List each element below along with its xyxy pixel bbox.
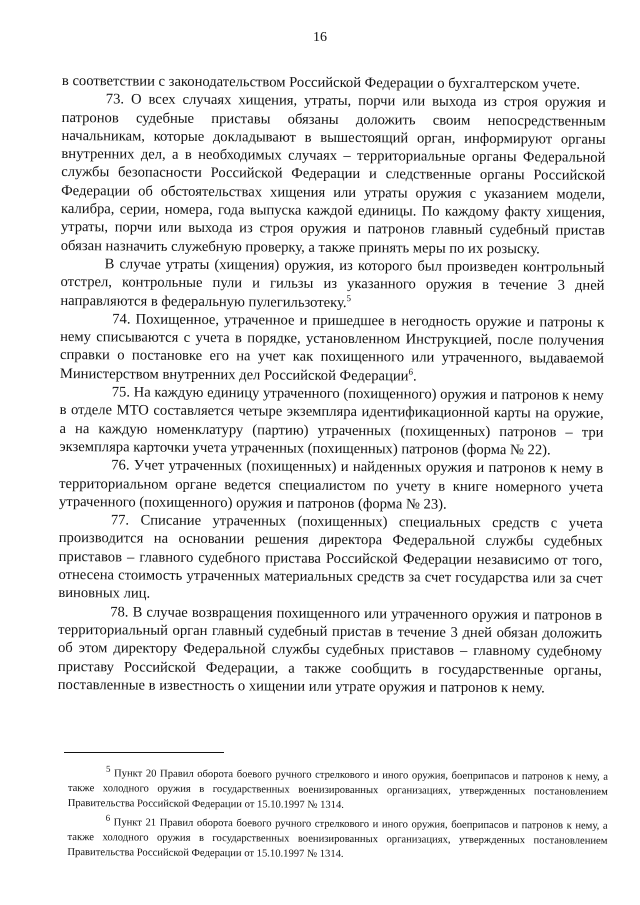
footnote-mark-5: 5 (105, 763, 111, 774)
page-number: 16 (313, 30, 327, 45)
footnote-divider (64, 752, 224, 753)
footnotes (67, 763, 608, 867)
body-text (58, 72, 606, 698)
paragraph-73-loss-text: В случае утраты (хищения) оружия, из которого был произведен контрольный отстрел, контрольные пули и гильзы из указанного оружия в течение 3 дней направляются в федеральную пулегильзотеку. (60, 256, 605, 311)
paragraph-76: 76. Учет утраченных (похищенных) и найденных оружия и патронов к нему в территориальном органе ведется специалистом по учету в книге номерного учета утраченного (похищенного) оружия и патронов (форма № 23). (58, 457, 604, 513)
footnote-mark-6: 6 (105, 812, 111, 823)
paragraph-78: 78. В случае возвращения похищенного или утраченного оружия и патронов в территориальный орган главный судебный пристав в течение 3 дней обязан доложить об этом директору Федеральной службы судебных приставов – главному судебному приставу Российской Федерации, а также сообщить в государственные органы, поставленные в известность о хищении или утрате оружия и патронов к нему. (57, 603, 603, 697)
footnote-6 (67, 812, 608, 864)
paragraph-74 (60, 310, 604, 387)
footnote-ref-5: 5 (346, 292, 352, 303)
paragraph-74-end: . (412, 368, 417, 385)
paragraph-73-loss (60, 255, 604, 314)
paragraph-77: 77. Списание утраченных (похищенных) специальных средств с учета производится на основании решения директора Федеральной службы судебных приставов – главного судебного пристава Российской Федерации независимо от того, отнесена стоимость утраченных материальных средств за счет государства или за счет виновных лиц. (58, 512, 603, 602)
footnote-ref-6: 6 (408, 366, 414, 377)
paragraph-74-text: 74. Похищенное, утраченное и пришедшее в негодность оружие и патроны к нему списываются с учета в порядке, установленном Инструкцией, после получения справки о постановке его на учет как похищенного или утраченного, выдаваемой Министерством внутренних дел Российской Федерации (59, 311, 605, 385)
footnote-6-text: Пункт 21 Правил оборота боевого ручного стрелкового и иного оружия, боеприпасов и патронов к нему, а также холодного оружия в государственных военизированных организациях, утвержденных постановлением Правительства Российской Федерации от 15.10.1997 № 1314. (67, 816, 608, 860)
paragraph-continuation: в соответствии с законодательством Российской Федерации о бухгалтерском учете. (61, 72, 581, 93)
paragraph-73: 73. О всех случаях хищения, утраты, порчи или выхода из строя оружия и патронов судебные приставы обязаны доложить своим непосредственным начальникам, которые докладывают в вышестоящий орган, информируют органы внутренних дел, а в необходимых случаях – территориальные органы Федеральной службы безопасности Российской Федерации и следственные органы Российской Федерации об обстоятельствах хищения или утраты оружия с указанием модели, калибра, серии, номера, года выпуска каждой единицы. По каждому факту хищения, утраты, порчи или выхода из строя оружия и патронов главный судебный пристав обязан назначить служебную проверку, а также принять меры по их розыску. (60, 91, 606, 258)
footnote-5 (67, 763, 608, 815)
paragraph-75: 75. На каждую единицу утраченного (похищенного) оружия и патронов к нему в отделе МТО составляется четыре экземпляра идентификационной карты на оружие, а на каждую номенклатуру (партию) утраченных (похищенных) патронов – три экземпляра карточки учета утраченных (похищенных) патронов (форма № 22). (59, 384, 604, 459)
footnote-5-text: Пункт 20 Правил оборота боевого ручного стрелкового и иного оружия, боеприпасов и патронов к нему, а также холодного оружия в государственных военизированных организациях, утвержденных постановлением Правительства Российской Федерации от 15.10.1997 № 1314. (67, 768, 608, 812)
